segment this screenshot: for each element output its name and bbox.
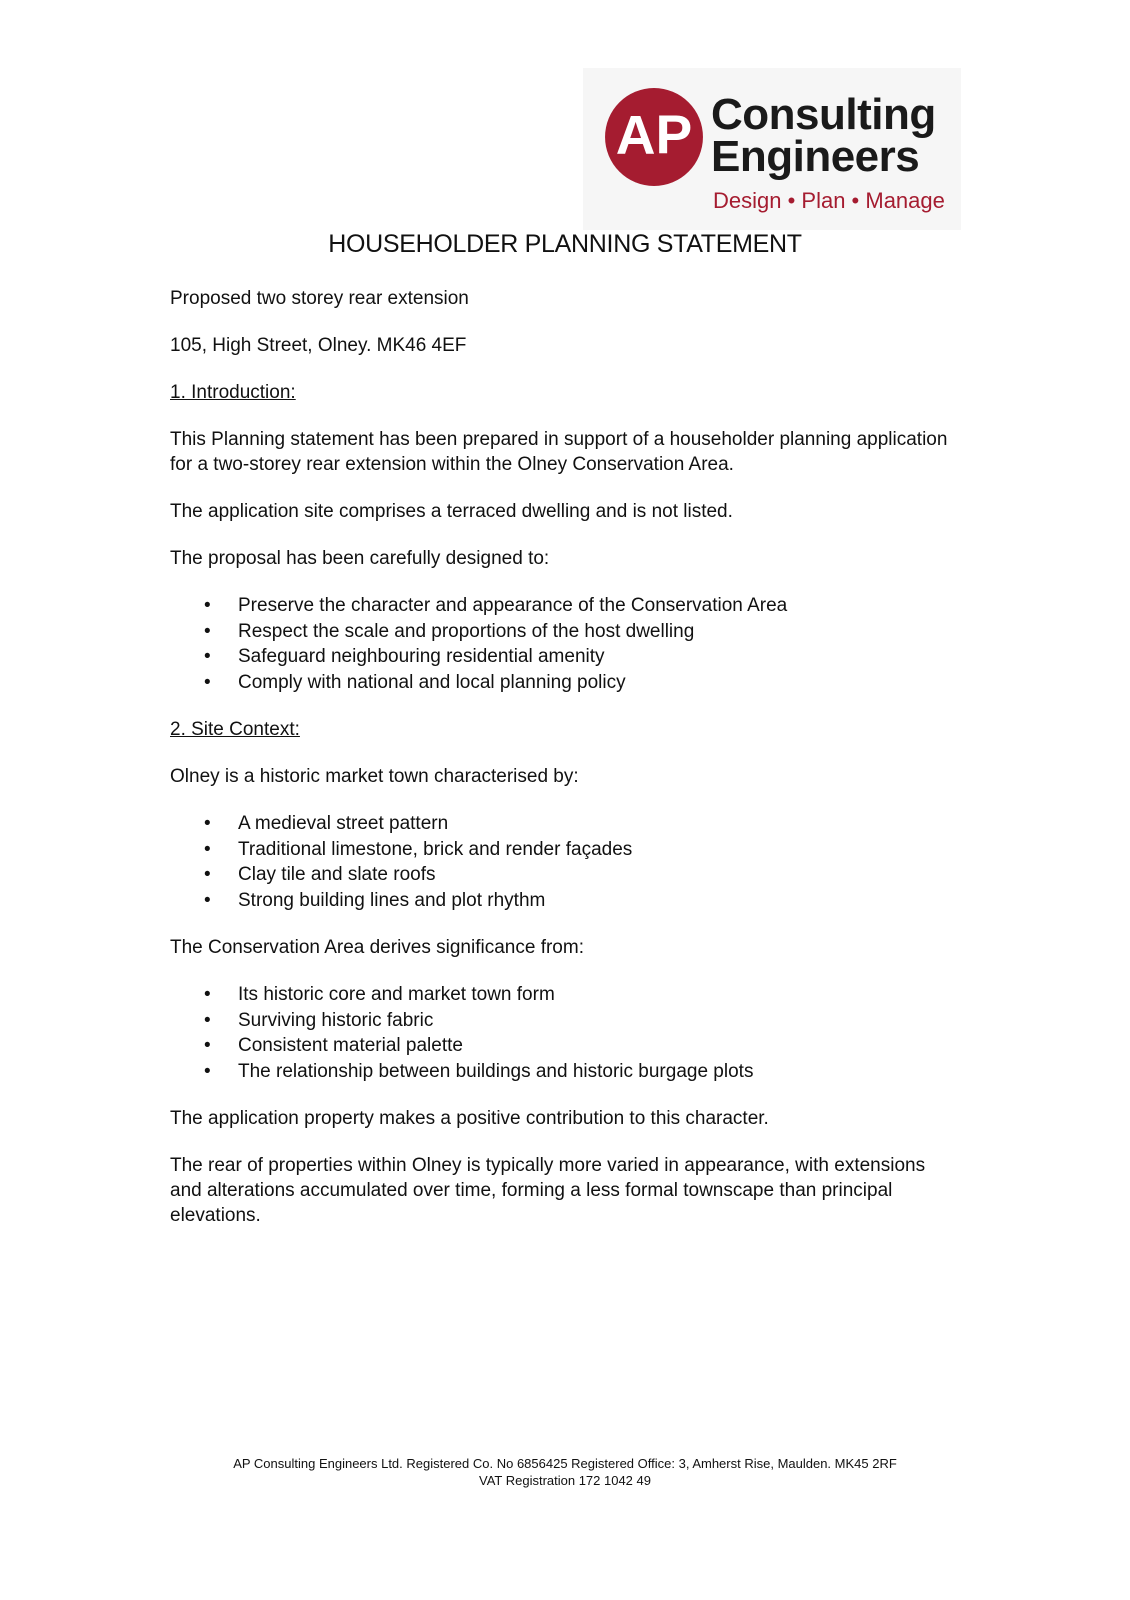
list-item: • Safeguard neighbouring residential amenity xyxy=(170,644,960,670)
section-heading-site-context: 2. Site Context: xyxy=(170,719,300,740)
intro-paragraph-2: The application site comprises a terraced dwelling and is not listed. xyxy=(170,501,733,522)
bullet-icon: • xyxy=(204,838,211,860)
ap-logo-mark-icon xyxy=(603,86,705,188)
list-item: • Respect the scale and proportions of the host dwelling xyxy=(170,619,960,645)
bullet-icon: • xyxy=(204,864,211,885)
logo-wordmark xyxy=(711,90,936,181)
proposal-line: Proposed two storey rear extension xyxy=(170,288,469,309)
bullet-icon: • xyxy=(204,595,211,616)
section-heading-introduction: 1. Introduction: xyxy=(170,382,296,403)
list-item: • Its historic core and market town form xyxy=(170,982,960,1008)
town-character-list xyxy=(170,811,960,913)
bullet-icon: • xyxy=(204,1060,211,1082)
address-line: 105, High Street, Olney. MK46 4EF xyxy=(170,335,467,356)
intro-paragraph-1: This Planning statement has been prepared in support of a householder planning application for a two-storey rear extension within the Olney Conservation Area. xyxy=(170,429,948,475)
bullet-icon: • xyxy=(204,646,211,667)
document-body xyxy=(170,286,960,1228)
page-footer xyxy=(0,1455,1130,1489)
list-item: • Consistent material palette xyxy=(170,1033,960,1059)
footer-registration-line: AP Consulting Engineers Ltd. Registered Co. No 6856425 Registered Office: 3, Amherst Rise, Maulden. MK45 2RF xyxy=(233,1456,897,1471)
bullet-icon: • xyxy=(204,1035,211,1056)
significance-list xyxy=(170,982,960,1084)
document-title: HOUSEHOLDER PLANNING STATEMENT xyxy=(328,230,802,258)
list-item: • Traditional limestone, brick and render façades xyxy=(170,837,960,863)
list-item: • Comply with national and local planning policy xyxy=(170,670,960,696)
site-context-paragraph-2: The rear of properties within Olney is typically more varied in appearance, with extensions and alterations accumulated over time, forming a less formal townscape than principal elevations. xyxy=(170,1155,926,1226)
bullet-icon: • xyxy=(204,671,211,693)
design-aims-list xyxy=(170,593,960,695)
list-item: • The relationship between buildings and historic burgage plots xyxy=(170,1059,960,1085)
list-item: • Surviving historic fabric xyxy=(170,1008,960,1034)
list-item: • Strong building lines and plot rhythm xyxy=(170,888,960,914)
bullet-icon: • xyxy=(204,889,211,911)
site-context-paragraph-1: The application property makes a positive contribution to this character. xyxy=(170,1108,769,1129)
logo-mark-text: AP xyxy=(615,103,693,166)
footer-vat-line: VAT Registration 172 1042 49 xyxy=(478,1473,651,1488)
list-item: • Preserve the character and appearance of the Conservation Area xyxy=(170,593,960,619)
intro-paragraph-3: The proposal has been carefully designed to: xyxy=(170,548,550,569)
bullet-icon: • xyxy=(204,1009,211,1031)
bullet-icon: • xyxy=(204,620,211,642)
bullet-icon: • xyxy=(204,984,211,1005)
site-context-intro: Olney is a historic market town characterised by: xyxy=(170,766,579,787)
logo-line1: Consulting xyxy=(711,90,936,139)
conservation-significance-intro: The Conservation Area derives significance from: xyxy=(170,937,584,958)
list-item: • Clay tile and slate roofs xyxy=(170,862,960,888)
logo-line2: Engineers xyxy=(711,132,920,181)
list-item: • A medieval street pattern xyxy=(170,811,960,837)
logo-tagline: Design • Plan • Manage xyxy=(713,188,945,213)
company-logo xyxy=(583,68,961,230)
bullet-icon: • xyxy=(204,813,211,834)
